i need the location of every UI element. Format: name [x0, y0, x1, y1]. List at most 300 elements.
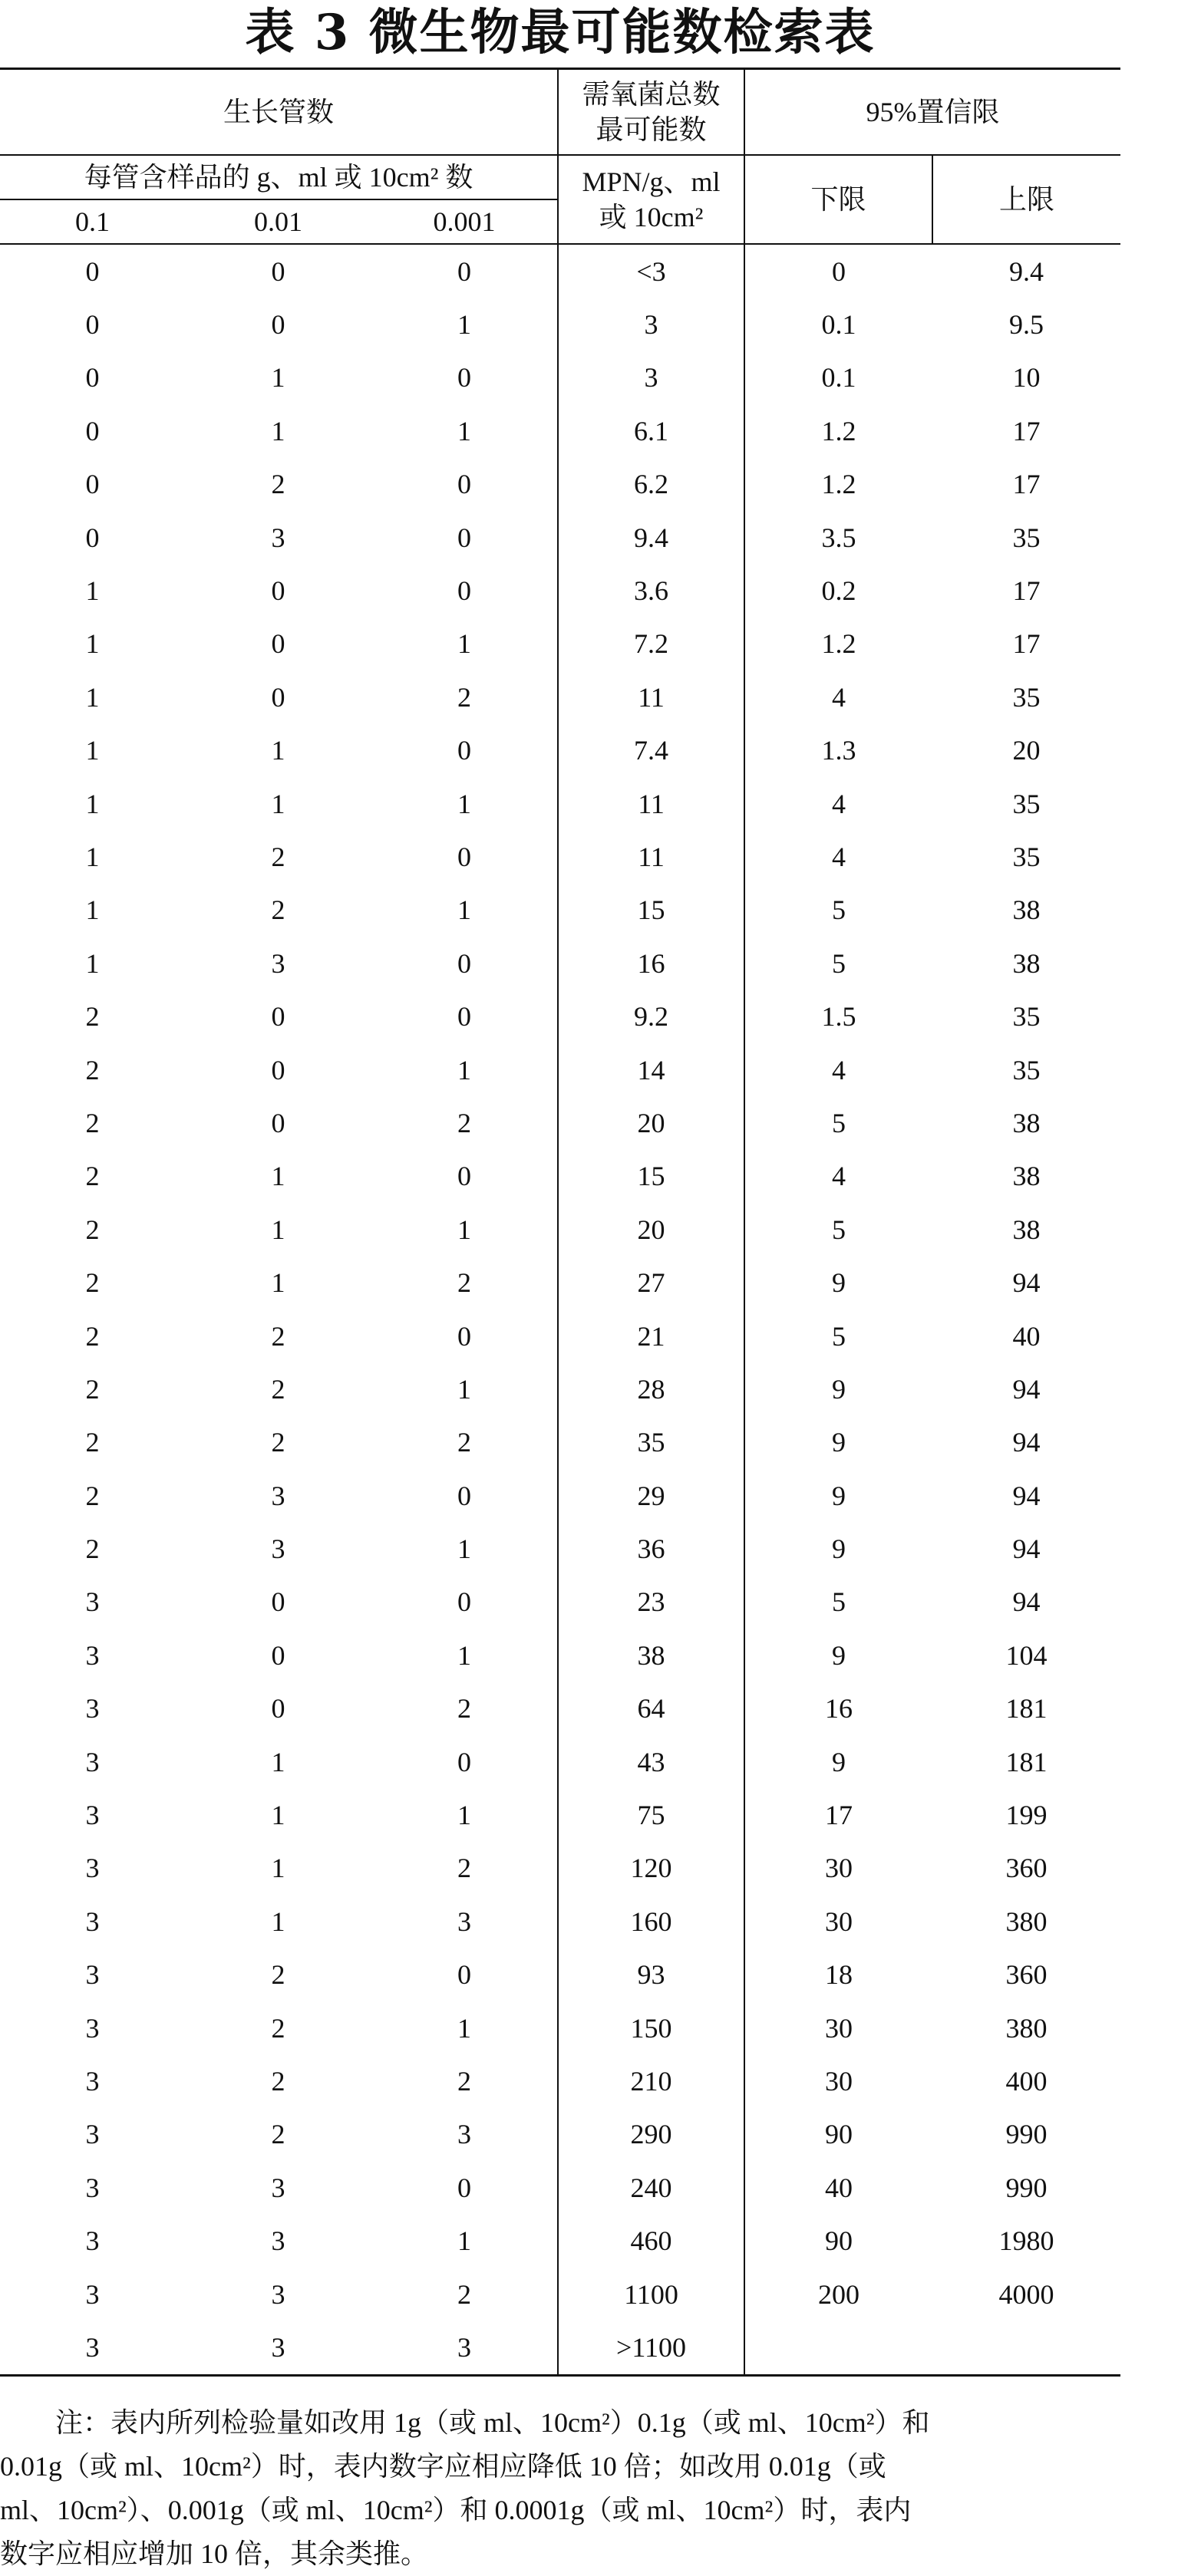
mpn-cell: 9.2 — [558, 990, 744, 1043]
mpn-unit-header — [558, 155, 744, 244]
lower-limit-cell: 40 — [825, 2172, 853, 2203]
tubes-0-01-cell: 0 — [271, 575, 285, 607]
upper-limit-cell: 4000 — [998, 2278, 1054, 2310]
upper-limit-cell: 181 — [1005, 1693, 1048, 1724]
tubes-0-001-cell: 1 — [457, 1054, 472, 1085]
tubes-0-001-cell: 1 — [457, 1800, 472, 1831]
lower-limit-cell: 3.5 — [821, 522, 856, 553]
table-row — [0, 511, 1120, 564]
tubes-0-001-cell: 0 — [457, 469, 472, 500]
tubes-0-001-cell: 0 — [457, 255, 472, 287]
lower-limit-header: 下限 — [744, 155, 932, 244]
table-row — [0, 1895, 1120, 1948]
tubes-0-01-cell: 0 — [271, 628, 285, 660]
mpn-cell: 75 — [558, 1788, 744, 1841]
upper-limit-cell: 35 — [1012, 1001, 1041, 1033]
upper-limit-cell: 990 — [1005, 2172, 1048, 2203]
table-row — [0, 618, 1120, 670]
mpn-cell: 460 — [558, 2214, 744, 2267]
tubes-0-01-cell: 3 — [185, 2321, 371, 2375]
tubes-0-1-cell: 1 — [85, 788, 100, 819]
upper-limit-cell: 1980 — [998, 2225, 1054, 2257]
tubes-0-01-cell: 1 — [271, 1853, 285, 1884]
upper-limit-cell: 10 — [1012, 362, 1041, 394]
tubes-0-001-cell: 0 — [457, 1320, 472, 1352]
upper-limit-cell: 199 — [1005, 1800, 1048, 1831]
table-row — [0, 724, 1120, 777]
lower-limit-cell: 4 — [832, 1054, 846, 1085]
table-row — [0, 1469, 1120, 1522]
mpn-cell: 11 — [558, 777, 744, 830]
lower-limit-cell: 5 — [832, 1320, 846, 1352]
tubes-0-1-cell: 3 — [85, 2119, 100, 2150]
tubes-0-1-cell: 3 — [85, 1853, 100, 1884]
mpn-cell: 3 — [558, 298, 744, 351]
mpn-cell: 14 — [558, 1043, 744, 1096]
table-row — [0, 404, 1120, 457]
table-row — [0, 1735, 1120, 1788]
tubes-0-001-cell: 2 — [457, 2278, 472, 2310]
col-header-0-01: 0.01 — [185, 199, 371, 244]
table-row — [0, 1256, 1120, 1309]
mpn-total-header-line1: 需氧菌总数 — [582, 79, 721, 110]
tubes-0-001-cell: 1 — [457, 894, 472, 926]
lower-limit-cell: 5 — [832, 947, 846, 979]
tubes-0-1-cell: 0 — [85, 522, 100, 553]
tubes-0-01-cell: 3 — [271, 947, 285, 979]
growth-tubes-header: 生长管数 — [0, 69, 558, 156]
tubes-0-1-cell: 1 — [85, 841, 100, 872]
table-row — [0, 2214, 1120, 2267]
upper-limit-cell: 35 — [1012, 522, 1041, 553]
col-header-0-1: 0.1 — [0, 199, 185, 244]
tubes-0-1-cell: 3 — [85, 1586, 100, 1618]
mpn-cell: 27 — [558, 1256, 744, 1309]
tubes-0-001-cell: 2 — [457, 2065, 472, 2097]
upper-limit-cell — [932, 2321, 1120, 2375]
table-row — [0, 1576, 1120, 1629]
tubes-0-01-cell: 1 — [271, 1746, 285, 1777]
lower-limit-cell: 4 — [832, 841, 846, 872]
tubes-0-01-cell: 2 — [271, 1959, 285, 1991]
table-row — [0, 1309, 1120, 1362]
lower-limit-cell: 16 — [825, 1693, 853, 1724]
mpn-unit-header-line2: 或 10cm² — [599, 202, 704, 232]
lower-limit-cell: 30 — [825, 2012, 853, 2044]
mpn-cell: 38 — [558, 1629, 744, 1682]
tubes-0-001-cell: 0 — [457, 1746, 472, 1777]
tubes-0-1-cell: 2 — [85, 1480, 100, 1511]
lower-limit-cell: 30 — [825, 1853, 853, 1884]
tubes-0-01-cell: 2 — [271, 841, 285, 872]
upper-limit-cell: 35 — [1012, 1054, 1041, 1085]
tubes-0-01-cell: 1 — [271, 788, 285, 819]
mpn-cell: 20 — [558, 1203, 744, 1256]
upper-limit-cell: 40 — [1012, 1320, 1041, 1352]
tubes-0-001-cell: 0 — [457, 1586, 472, 1618]
tubes-0-01-cell: 3 — [271, 1533, 285, 1565]
upper-limit-cell: 38 — [1012, 894, 1041, 926]
tubes-0-001-cell: 1 — [457, 2225, 472, 2257]
tubes-0-001-cell: 1 — [457, 1639, 472, 1671]
tubes-0-01-cell: 2 — [271, 2119, 285, 2150]
tubes-0-001-cell: 3 — [457, 2119, 472, 2150]
lower-limit-cell: 9 — [832, 1639, 846, 1671]
tubes-0-1-cell: 2 — [85, 1107, 100, 1138]
tubes-0-001-cell: 1 — [457, 415, 472, 446]
tubes-0-1-cell: 3 — [85, 2172, 100, 2203]
table-row — [0, 830, 1120, 883]
table-row — [0, 1522, 1120, 1575]
lower-limit-cell: 9 — [832, 1427, 846, 1458]
tubes-0-01-cell: 1 — [271, 1906, 285, 1937]
tubes-0-1-cell: 1 — [85, 628, 100, 660]
tubes-0-001-cell: 0 — [457, 1161, 472, 1192]
tubes-0-001-cell: 3 — [371, 2321, 558, 2375]
col-header-0-001: 0.001 — [371, 199, 558, 244]
lower-limit-cell: 0 — [832, 255, 846, 287]
tubes-0-001-cell: 2 — [457, 1853, 472, 1884]
tubes-0-001-cell: 2 — [457, 1107, 472, 1138]
table-note — [0, 2401, 1120, 2576]
tubes-0-1-cell: 3 — [85, 2225, 100, 2257]
upper-limit-cell: 94 — [1012, 1480, 1041, 1511]
tubes-0-001-cell: 1 — [457, 309, 472, 341]
tubes-0-01-cell: 0 — [271, 681, 285, 713]
upper-limit-cell: 17 — [1012, 575, 1041, 607]
tubes-0-01-cell: 0 — [271, 255, 285, 287]
tubes-0-01-cell: 0 — [271, 1586, 285, 1618]
tubes-0-001-cell: 3 — [457, 1906, 472, 1937]
mpn-cell: 21 — [558, 1309, 744, 1362]
tubes-0-01-cell: 0 — [271, 1001, 285, 1033]
lower-limit-cell: 5 — [832, 1214, 846, 1245]
table-row — [0, 670, 1120, 723]
tubes-0-01-cell: 0 — [271, 1639, 285, 1671]
tubes-0-1-cell: 2 — [85, 1001, 100, 1033]
upper-limit-header: 上限 — [932, 155, 1120, 244]
tubes-0-001-cell: 0 — [457, 1480, 472, 1511]
tubes-0-01-cell: 3 — [271, 2225, 285, 2257]
table-row — [0, 1948, 1120, 2001]
upper-limit-cell: 360 — [1005, 1959, 1048, 1991]
tubes-0-01-cell: 1 — [271, 1161, 285, 1192]
tubes-0-1-cell: 0 — [85, 362, 100, 394]
upper-limit-cell: 35 — [1012, 788, 1041, 819]
mpn-cell: 210 — [558, 2054, 744, 2107]
tubes-0-1-cell: 0 — [85, 415, 100, 446]
mpn-cell: 64 — [558, 1682, 744, 1735]
mpn-cell: 1100 — [558, 2268, 744, 2321]
tubes-0-1-cell: 0 — [85, 309, 100, 341]
mpn-cell: 120 — [558, 1842, 744, 1895]
tubes-0-1-cell: 2 — [85, 1267, 100, 1299]
lower-limit-cell: 0.2 — [821, 575, 856, 607]
lower-limit-cell: 0.1 — [821, 362, 856, 394]
tubes-0-01-cell: 0 — [271, 1107, 285, 1138]
tubes-0-01-cell: 0 — [271, 309, 285, 341]
mpn-cell: 6.1 — [558, 404, 744, 457]
mpn-cell: 28 — [558, 1362, 744, 1415]
tubes-0-01-cell: 1 — [271, 1214, 285, 1245]
upper-limit-cell: 94 — [1012, 1267, 1041, 1299]
mpn-cell: 7.2 — [558, 618, 744, 670]
tubes-0-1-cell: 3 — [85, 1906, 100, 1937]
upper-limit-cell: 181 — [1005, 1746, 1048, 1777]
table-row — [0, 1096, 1120, 1149]
table-row — [0, 1788, 1120, 1841]
lower-limit-cell: 90 — [825, 2119, 853, 2150]
tubes-0-01-cell: 3 — [271, 1480, 285, 1511]
tubes-0-01-cell: 2 — [271, 1427, 285, 1458]
tubes-0-1-cell: 2 — [85, 1373, 100, 1405]
tubes-0-01-cell: 1 — [271, 1800, 285, 1831]
tubes-0-001-cell: 0 — [457, 2172, 472, 2203]
table-row — [0, 1629, 1120, 1682]
lower-limit-cell: 5 — [832, 894, 846, 926]
upper-limit-cell: 20 — [1012, 735, 1041, 766]
tubes-0-1-cell: 3 — [85, 2278, 100, 2310]
upper-limit-cell: 104 — [1005, 1639, 1048, 1671]
upper-limit-cell: 380 — [1005, 2012, 1048, 2044]
tubes-0-1-cell: 3 — [85, 1693, 100, 1724]
tubes-0-001-cell: 2 — [457, 681, 472, 713]
lower-limit-cell: 9 — [832, 1267, 846, 1299]
mpn-cell: 20 — [558, 1096, 744, 1149]
tubes-0-001-cell: 0 — [457, 1001, 472, 1033]
table-row — [0, 1842, 1120, 1895]
lower-limit-cell: 1.2 — [821, 415, 856, 446]
upper-limit-cell: 380 — [1005, 1906, 1048, 1937]
tubes-0-1-cell: 3 — [0, 2321, 185, 2375]
table-row — [0, 298, 1120, 351]
upper-limit-cell: 38 — [1012, 1214, 1041, 1245]
table-row — [0, 884, 1120, 937]
tubes-0-1-cell: 3 — [85, 1746, 100, 1777]
tubes-0-1-cell: 2 — [85, 1427, 100, 1458]
mpn-cell: 35 — [558, 1416, 744, 1469]
tubes-0-1-cell: 3 — [85, 1800, 100, 1831]
upper-limit-cell: 35 — [1012, 681, 1041, 713]
tubes-0-1-cell: 1 — [85, 735, 100, 766]
tubes-0-001-cell: 1 — [457, 1214, 472, 1245]
mpn-cell: 93 — [558, 1948, 744, 2001]
lower-limit-cell: 90 — [825, 2225, 853, 2257]
tubes-0-1-cell: 2 — [85, 1054, 100, 1085]
mpn-cell: 150 — [558, 2001, 744, 2054]
tubes-0-1-cell: 0 — [85, 255, 100, 287]
lower-limit-cell: 17 — [825, 1800, 853, 1831]
upper-limit-cell: 17 — [1012, 628, 1041, 660]
upper-limit-cell: 94 — [1012, 1427, 1041, 1458]
tubes-0-1-cell: 2 — [85, 1320, 100, 1352]
tubes-0-001-cell: 1 — [457, 2012, 472, 2044]
sample-amount-header: 每管含样品的 g、ml 或 10cm² 数 — [0, 155, 558, 199]
table-row — [0, 1682, 1120, 1735]
mpn-cell: 23 — [558, 1576, 744, 1629]
tubes-0-01-cell: 3 — [271, 2172, 285, 2203]
upper-limit-cell: 400 — [1005, 2065, 1048, 2097]
tubes-0-001-cell: 0 — [457, 841, 472, 872]
table-row — [0, 1150, 1120, 1203]
table-row — [0, 244, 1120, 298]
mpn-cell: 36 — [558, 1522, 744, 1575]
tubes-0-01-cell: 1 — [271, 415, 285, 446]
tubes-0-01-cell: 3 — [271, 2278, 285, 2310]
tubes-0-001-cell: 0 — [457, 947, 472, 979]
tubes-0-01-cell: 1 — [271, 1267, 285, 1299]
tubes-0-001-cell: 1 — [457, 1373, 472, 1405]
lower-limit-cell: 1.2 — [821, 628, 856, 660]
table-row — [0, 2108, 1120, 2161]
lower-limit-cell: 1.5 — [821, 1001, 856, 1033]
mpn-table-body — [0, 244, 1120, 2375]
tubes-0-01-cell: 2 — [271, 894, 285, 926]
table-row — [0, 777, 1120, 830]
mpn-cell: 3 — [558, 351, 744, 404]
tubes-0-1-cell: 3 — [85, 2012, 100, 2044]
mpn-cell: <3 — [558, 244, 744, 298]
table-row — [0, 2001, 1120, 2054]
tubes-0-001-cell: 0 — [457, 1959, 472, 1991]
tubes-0-001-cell: 0 — [457, 522, 472, 553]
table-row — [0, 937, 1120, 990]
lower-limit-cell: 18 — [825, 1959, 853, 1991]
tubes-0-01-cell: 1 — [271, 362, 285, 394]
mpn-cell: 11 — [558, 670, 744, 723]
tubes-0-1-cell: 0 — [85, 469, 100, 500]
note-line-3: ml、10cm²）、0.001g（或 ml、10cm²）和 0.0001g（或 ml、10cm²）时，表内 — [0, 2495, 912, 2525]
mpn-total-header — [558, 69, 744, 156]
lower-limit-cell: 0.1 — [821, 309, 856, 341]
lower-limit-cell: 9 — [832, 1480, 846, 1511]
mpn-cell: 160 — [558, 1895, 744, 1948]
table-row — [0, 990, 1120, 1043]
tubes-0-001-cell: 1 — [457, 788, 472, 819]
tubes-0-1-cell: 3 — [85, 2065, 100, 2097]
tubes-0-001-cell: 1 — [457, 628, 472, 660]
table-row — [0, 2054, 1120, 2107]
upper-limit-cell: 35 — [1012, 841, 1041, 872]
lower-limit-cell: 30 — [825, 2065, 853, 2097]
note-line-4: 数字应相应增加 10 倍，其余类推。 — [0, 2538, 429, 2569]
lower-limit-cell: 5 — [832, 1586, 846, 1618]
mpn-cell: 3.6 — [558, 564, 744, 617]
mpn-cell: 11 — [558, 830, 744, 883]
mpn-unit-header-line1: MPN/g、ml — [582, 166, 721, 197]
tubes-0-01-cell: 2 — [271, 1373, 285, 1405]
upper-limit-cell: 38 — [1012, 1161, 1041, 1192]
note-line-2: 0.01g（或 ml、10cm²）时，表内数字应相应降低 10 倍；如改用 0.01g（或 — [0, 2451, 886, 2482]
table-row — [0, 1416, 1120, 1469]
table-row — [0, 1362, 1120, 1415]
table-row — [0, 564, 1120, 617]
upper-limit-cell: 9.4 — [1009, 255, 1044, 287]
upper-limit-cell: 94 — [1012, 1533, 1041, 1565]
upper-limit-cell: 9.5 — [1009, 309, 1044, 341]
tubes-0-001-cell: 0 — [457, 735, 472, 766]
mpn-cell: 9.4 — [558, 511, 744, 564]
tubes-0-001-cell: 2 — [457, 1693, 472, 1724]
tubes-0-01-cell: 1 — [271, 735, 285, 766]
confidence-limit-header: 95%置信限 — [744, 69, 1120, 156]
table-row — [0, 458, 1120, 511]
lower-limit-cell: 30 — [825, 1906, 853, 1937]
tubes-0-001-cell: 1 — [457, 1533, 472, 1565]
mpn-cell: 290 — [558, 2108, 744, 2161]
tubes-0-01-cell: 0 — [271, 1054, 285, 1085]
mpn-cell: 7.4 — [558, 724, 744, 777]
tubes-0-01-cell: 2 — [271, 2065, 285, 2097]
lower-limit-cell: 4 — [832, 1161, 846, 1192]
tubes-0-1-cell: 1 — [85, 894, 100, 926]
upper-limit-cell: 17 — [1012, 469, 1041, 500]
tubes-0-1-cell: 2 — [85, 1214, 100, 1245]
mpn-cell: 240 — [558, 2161, 744, 2214]
lower-limit-cell: 200 — [818, 2278, 860, 2310]
tubes-0-1-cell: 2 — [85, 1161, 100, 1192]
lower-limit-cell: 9 — [832, 1533, 846, 1565]
table-row — [0, 1203, 1120, 1256]
tubes-0-001-cell: 0 — [457, 575, 472, 607]
lower-limit-cell: 4 — [832, 681, 846, 713]
upper-limit-cell: 990 — [1005, 2119, 1048, 2150]
tubes-0-001-cell: 2 — [457, 1267, 472, 1299]
mpn-cell: >1100 — [558, 2321, 744, 2375]
lower-limit-cell — [744, 2321, 932, 2375]
upper-limit-cell: 94 — [1012, 1586, 1041, 1618]
tubes-0-001-cell: 2 — [457, 1427, 472, 1458]
lower-limit-cell: 9 — [832, 1746, 846, 1777]
tubes-0-1-cell: 3 — [85, 1639, 100, 1671]
tubes-0-001-cell: 0 — [457, 362, 472, 394]
tubes-0-01-cell: 3 — [271, 522, 285, 553]
table-row — [0, 2161, 1120, 2214]
mpn-table — [0, 68, 1120, 2377]
tubes-0-1-cell: 1 — [85, 575, 100, 607]
mpn-total-header-line2: 最可能数 — [596, 114, 707, 145]
tubes-0-01-cell: 0 — [271, 1693, 285, 1724]
lower-limit-cell: 4 — [832, 788, 846, 819]
tubes-0-01-cell: 2 — [271, 2012, 285, 2044]
lower-limit-cell: 5 — [832, 1107, 846, 1138]
table-row — [0, 351, 1120, 404]
upper-limit-cell: 94 — [1012, 1373, 1041, 1405]
tubes-0-1-cell: 2 — [85, 1533, 100, 1565]
mpn-cell: 29 — [558, 1469, 744, 1522]
table-row — [0, 2321, 1120, 2375]
table-row — [0, 2268, 1120, 2321]
note-line-1: 注：表内所列检验量如改用 1g（或 ml、10cm²）0.1g（或 ml、10cm²）和 — [55, 2407, 930, 2438]
tubes-0-01-cell: 2 — [271, 469, 285, 500]
upper-limit-cell: 38 — [1012, 947, 1041, 979]
mpn-cell: 15 — [558, 1150, 744, 1203]
mpn-cell: 16 — [558, 937, 744, 990]
upper-limit-cell: 360 — [1005, 1853, 1048, 1884]
lower-limit-cell: 1.2 — [821, 469, 856, 500]
mpn-cell: 15 — [558, 884, 744, 937]
mpn-cell: 43 — [558, 1735, 744, 1788]
table-row — [0, 1043, 1120, 1096]
upper-limit-cell: 17 — [1012, 415, 1041, 446]
tubes-0-1-cell: 1 — [85, 947, 100, 979]
tubes-0-01-cell: 2 — [271, 1320, 285, 1352]
mpn-cell: 6.2 — [558, 458, 744, 511]
upper-limit-cell: 38 — [1012, 1107, 1041, 1138]
lower-limit-cell: 1.3 — [821, 735, 856, 766]
tubes-0-1-cell: 3 — [85, 1959, 100, 1991]
lower-limit-cell: 9 — [832, 1373, 846, 1405]
